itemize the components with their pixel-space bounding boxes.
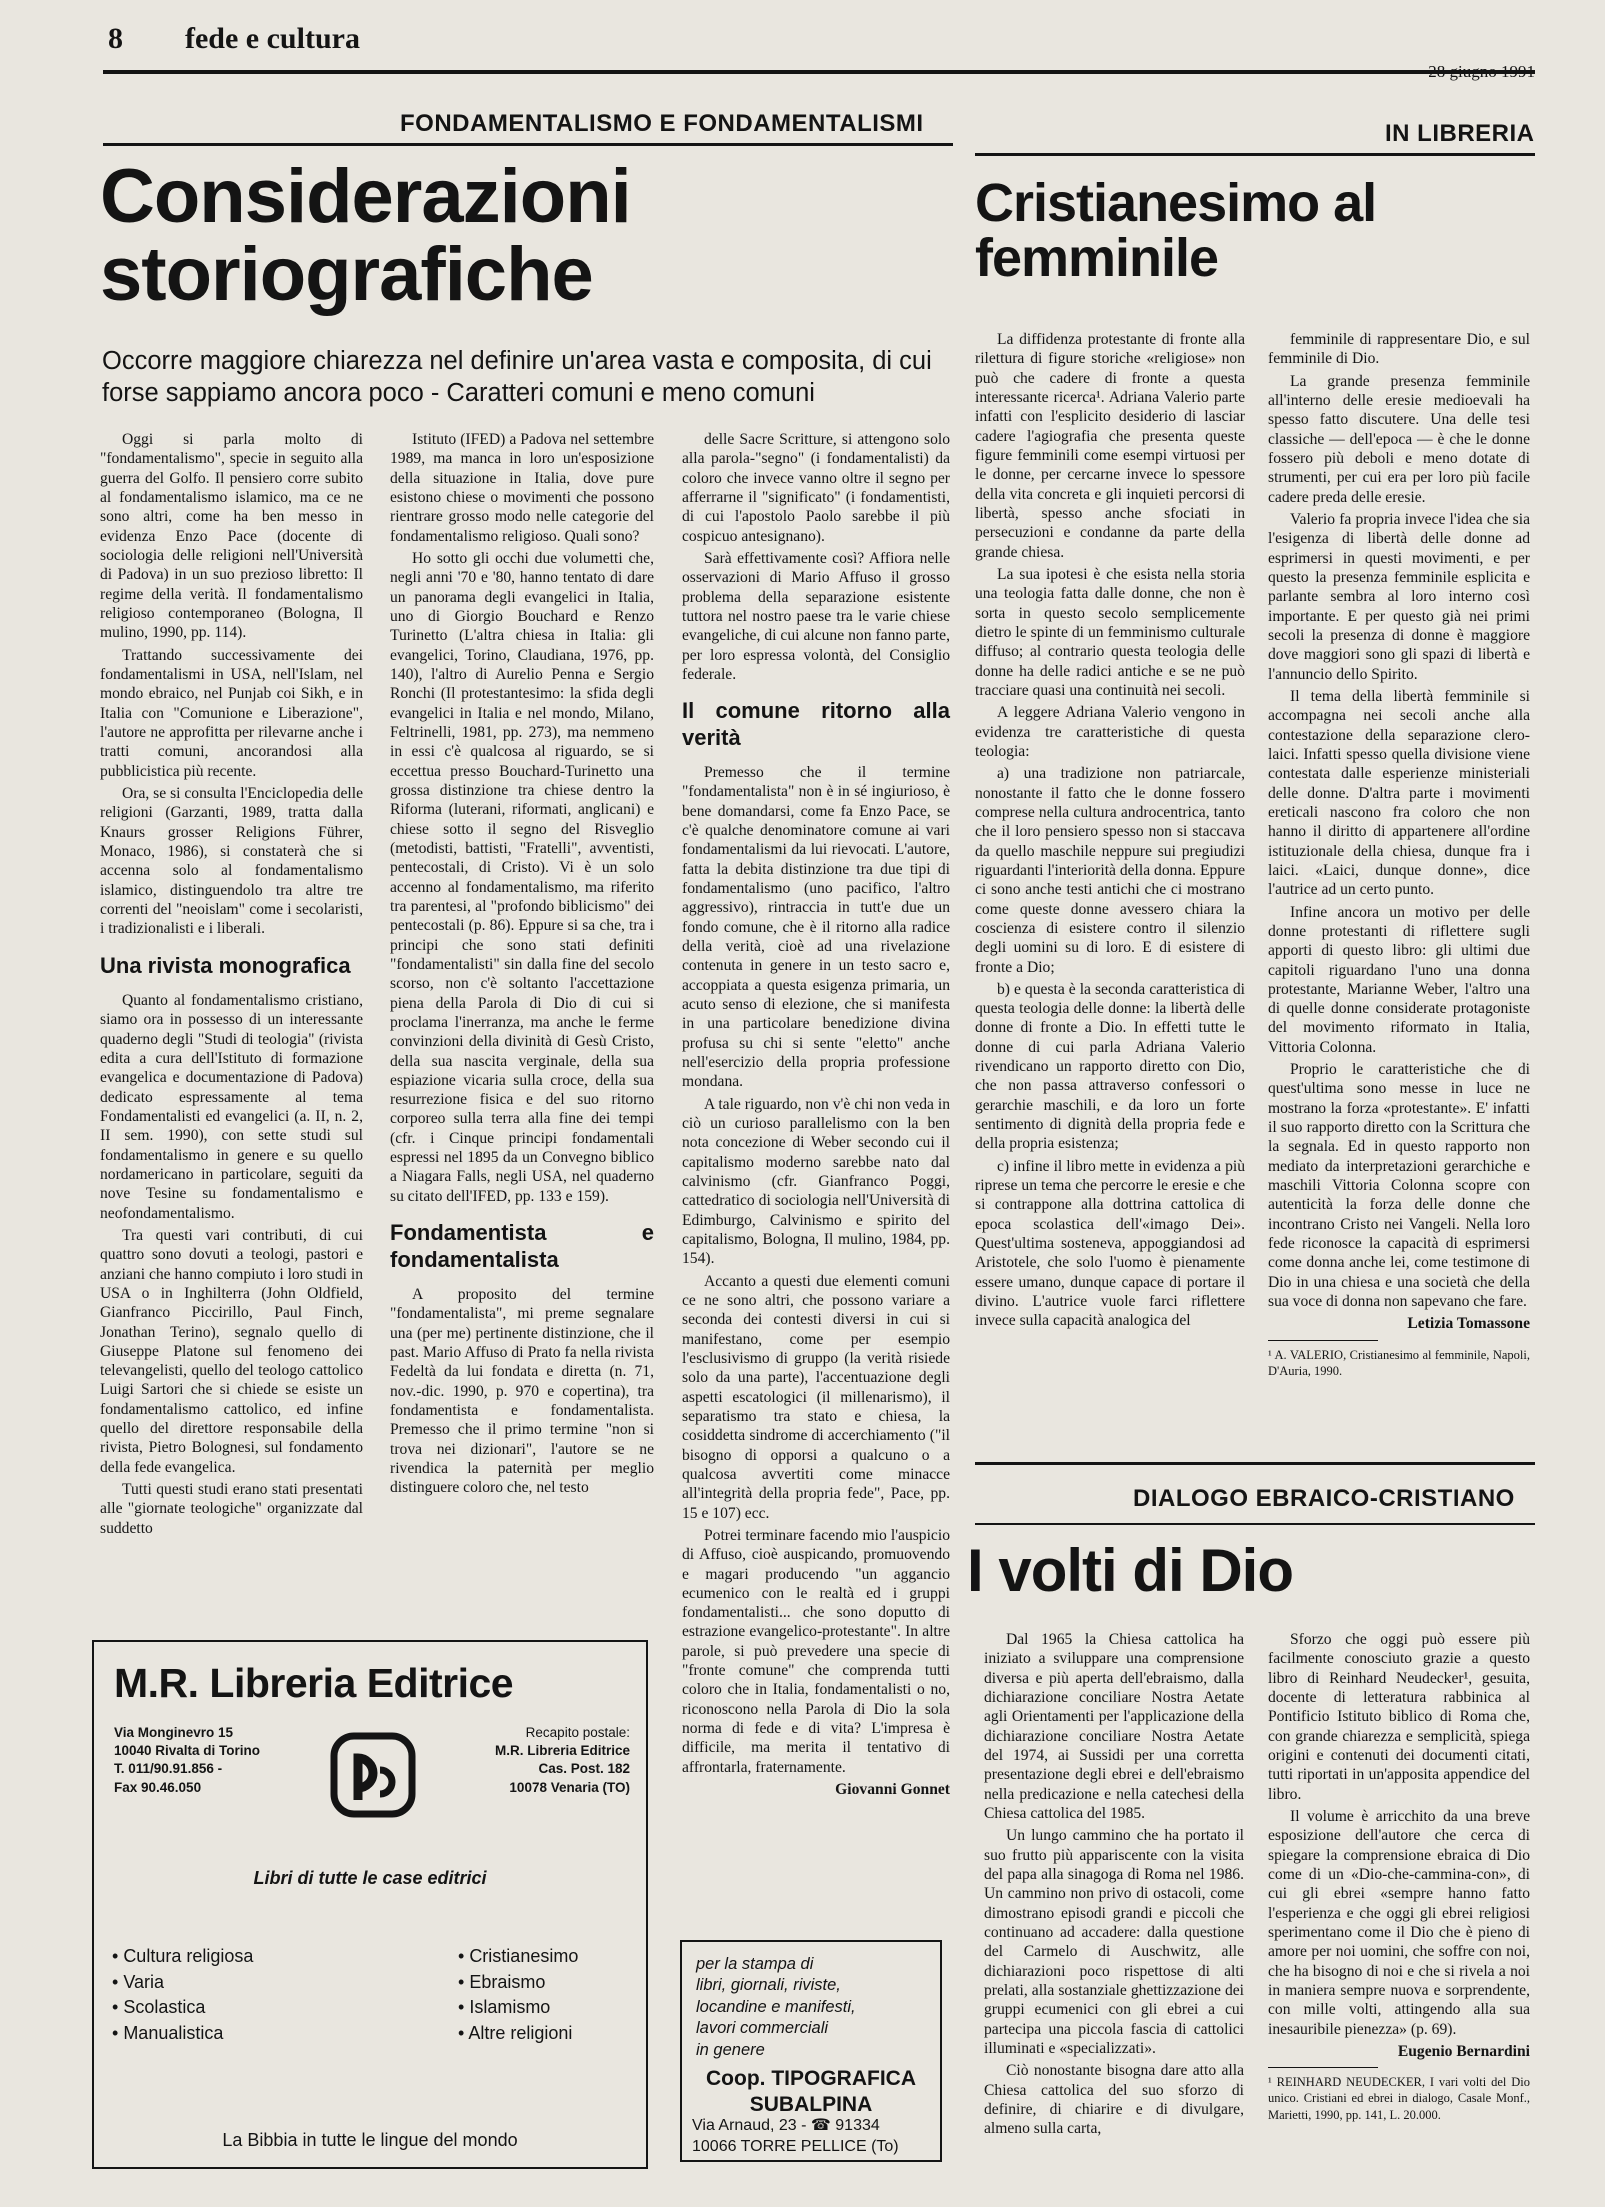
address-line: T. 011/90.91.856 -	[114, 1761, 223, 1777]
postal-label: Recapito postale:	[525, 1725, 630, 1740]
top-rule	[103, 70, 1535, 74]
footnote-rule	[1268, 1340, 1378, 1341]
paragraph: Un lungo cammino che ha portato il suo frutto più appariscente con la visita del papa alla sinagoga di Roma nel 1986. Un cammino non privo di ostacoli, come dimostrano episodi grandi e piccoli che continuano ad accadere: dalla questione del Carmelo di Auschwitz, alle dichiarazioni poco rispettose di alti prelati, alla sostanziale ghettizzazione dei gruppi ecumenici con gli ebrei a cui partecipa una piccola fascia di cattolici illuminati e «specializzati».	[984, 1827, 1244, 2057]
article2-kicker: IN LIBRERIA	[1385, 120, 1535, 147]
list-item: • Islamismo	[458, 1995, 578, 2021]
postal-line: 10078 Venaria (TO)	[509, 1779, 630, 1795]
article3-column-1	[984, 1630, 1244, 2142]
paragraph: Ora, se si consulta l'Enciclopedia delle religioni (Garzanti, 1989, tratta dalla Knaurs grosser Religions Führer, Monaco, 1986), si constaterà che si accenna solo al fondamentalismo islamico, distinguendolo tra altre tre correnti del "neoislam" come i secolaristi, i tradizionalisti e i liberali.	[100, 784, 363, 938]
article1-column-3	[682, 430, 950, 1802]
paragraph: delle Sacre Scritture, si attengono solo alla parola-"segno" (i fondamentalisti) da coloro che invece vanno oltre il segno per afferrarne il "significato" (i fondamentisti, di cui l'apostolo Paolo sarebbe il più cospicuo antesignano).	[682, 431, 950, 545]
bookshop-advertisement	[92, 1640, 648, 2169]
ad2-line: per la stampa di	[696, 1955, 814, 1973]
postal-line: M.R. Libreria Editrice	[494, 1743, 630, 1759]
article3-rule-2	[975, 1523, 1535, 1525]
subheading: Il comune ritorno alla verità	[682, 698, 950, 750]
paragraph: Il volume è arricchito da una breve esposizione dell'autore che cerca di spiegare la comprensione ebraica di Dio come di un «Dio-che-cammina-con», di cui gli ebrei «sempre hanno fatto l'esperienza e che oggi gli ebrei religiosi sperimentano come il Dio che è pieno di amore per noi uomini, che soffre con noi, che ha bisogno di noi e che si rivela a noi in maniera sempre nuova e sorprendente, con mille volti, attingendo alla sua inesauribile pienezza» (p. 69).	[1268, 1807, 1530, 2038]
ad-address	[114, 1724, 260, 1797]
paragraph: Istituto (IFED) a Padova nel settembre 1989, ma manca in loro un'esposizione della situazione in Italia, dove pure esistono chiese o movimenti che possono rientrare grosso modo nelle categorie del fondamentalismo religioso. Quali sono?	[390, 431, 654, 545]
paragraph: Ho sotto gli occhi due volumetti che, negli anni '70 e '80, hanno tentato di dare un panorama degli evangelici in Italia, uno di Giorgio Bouchard e Renzo Turinetto (L'altra chiesa in Italia: gli evangelici, Torino, Claudiana, 1976, pp. 140), l'altro di Aurelio Penna e Sergio Ronchi (Il protestantesimo: la sfida degli evangelici in Italia e nel mondo, Milano, Feltrinelli, 1981, pp. 273), ma nemmeno in essi c'è qualcosa al riguardo, se si eccettua presso Bouchard-Turinetto una grossa distinzione tra chiese dentro la Riforma (luterani, riformati, anglicani) e chiese sotto il segno del Risveglio (metodisti, battisti, "Fratelli", avventisti, pentecostali, di Cristo). Vi è un solo accenno al fondamentalismo, ma riferito tra parentesi, al "profondo biblicismo" dei pentecostali (p. 86). Eppure si sa che, tra i principi che sono stati definiti "fondamentalisti" sin dalla fine del secolo scorso, non c'è soltanto l'accettazione piena della Parola di Dio di cui si proclama l'inerranza, ma anche le ferme convinzioni della divinità di Gesù Cristo, della sua nascita verginale, della sua espiazione vicaria sulla croce, della sua resurrezione fisica e del suo ritorno corporeo sulla terra alla fine dei tempi (cfr. i Cinque principi fondamentali espressi nel 1895 da un Convegno biblico a Niagara Falls, negli USA, nel quaderno su citato dell'IFED, pp. 133 e 159).	[390, 549, 654, 1205]
paragraph: Sforzo che oggi può essere più facilmente conosciuto grazie a questo libro di Reinhard Neudecker¹, gesuita, docente di letteratura rabbinica al Pontificio Istituto biblico di Roma che, con grande chiarezza e semplicità, spiega origini e contenuti dei documenti citati, tutti riportati in un'apposita appendice del libro.	[1268, 1631, 1530, 1803]
article2-rule	[975, 153, 1535, 156]
footnote: ¹ REINHARD NEUDECKER, I vari volti del Dio unico. Cristiani ed ebrei in dialogo, Casale Monf., Marietti, 1990, pp. 141, L. 20.000.	[1268, 2075, 1530, 2122]
article3-column-2	[1268, 1630, 1530, 2123]
company-line: Coop. TIPOGRAFICA	[706, 2067, 916, 2090]
article1-title: Considerazioni storiografiche	[100, 154, 631, 317]
mr-logo-icon	[330, 1732, 416, 1818]
ad2-line: locandine e manifesti,	[696, 1997, 856, 2016]
list-item: • Cultura religiosa	[112, 1944, 253, 1970]
footnote: ¹ A. VALERIO, Cristianesimo al femminile, Napoli, D'Auria, 1990.	[1268, 1347, 1530, 1378]
paragraph: A tale riguardo, non v'è chi non veda in ciò un curioso parallelismo con la ben nota concezione di Weber secondo cui il capitalismo moderno sarebbe nato dal calvinismo (cfr. Gianfranco Poggi, cattedratico di sociologia nell'Università di Edimburgo, Calvinismo e spirito del capitalismo, Bologna, Il mulino, 1984, pp. 154).	[682, 1095, 950, 1268]
ad-brand-name: M.R. Libreria Editrice	[114, 1660, 514, 1706]
subheading: Fondamentista e fondamentalista	[390, 1220, 654, 1272]
article1-column-1	[100, 430, 363, 1541]
printer-advertisement	[680, 1940, 942, 2162]
ad2-text	[696, 1954, 856, 2061]
list-item: • Ebraismo	[458, 1970, 578, 1996]
page-number: 8	[108, 22, 123, 55]
paragraph: Il tema della libertà femminile si accompagna nei secoli anche alla contestazione della separazione clero-laici. Infatti spesso quella divisione viene contestata dalle esperienze ministeriali delle donne. D'altra parte i movimenti ereticali nascono fra coloro che non hanno il diritto di appartenere all'ordine istituzionale della chiesa, dunque fra i laici. «Laici, dunque donne», dice l'autrice ad un certo punto.	[1268, 687, 1530, 899]
paragraph: a) una tradizione non patriarcale, nonostante il fatto che le donne fossero comprese nella cultura androcentrica, tanto che il loro pensiero spesso non si staccava da quello maschile neppure sui pregiudizi riguardanti l'interiorità della donna. Eppure ci sono anche testi antichi che ci mostrano come queste donne avessero chiara la coscienza di esistere contro il silenzio degli uomini su di loro. E di esistere di fronte a Dio;	[975, 765, 1245, 976]
paragraph: Ciò nonostante bisogna dare atto alla Chiesa cattolica del suo sforzo di definire, di chiarire e di divulgare, almeno sulla carta,	[984, 2062, 1244, 2138]
article3-kicker: DIALOGO EBRAICO-CRISTIANO	[1133, 1485, 1515, 1512]
paragraph: Premesso che il termine "fondamentalista" non è in sé ingiurioso, è bene domandarsi, come fa Enzo Pace, se c'è qualche denominatore comune ai vari fondamentalismi da lui rievocati. L'autore, fatta la debita distinzione tra due tipi di fondamentalismo (uno pacifico, l'altro aggressivo), rintraccia in tutt'e due un fondo comune, che è il ritorno alla radice della verità, cioè ad una rivelazione contenuta in genere in un testo sacro e, accoppiata a questa esigenza primaria, un acuto senso di elezione, che si manifesta in una particolare benedizione divina profusa su chi si sente "eletto" anche nell'esercizio della propria professione mondana.	[682, 764, 950, 1091]
paragraph: Tra questi vari contributi, di cui quattro sono dovuti a teologi, pastori e anziani che hanno compiuto i loro studi in USA o in Inghilterra (John Oldfield, Gianfranco Piccirillo, Paul Finch, Jonathan Terino), segnalo quello di Giuseppe Platone sul fenomeno dei televangelisti, quello del teologo cattolico Luigi Sartori che si chiede se esiste un fondamentalismo cattolico, ed infine quello del direttore responsabile della rivista, Pietro Bolognesi, sul fondamento della fede evangelica.	[100, 1226, 363, 1476]
paragraph: Potrei terminare facendo mio l'auspicio di Affuso, cioè auspicando, promuovendo e magari producendo "un aggancio ecumenico con le realtà ed i gruppi fondamentalisti... che sono doputto di estrazione evangelico-protestante". In altre parole, si può prevedere una specie di "fronte comune" che comprenda tutti coloro che in Italia, fondamentalisti o no, riconoscono nella Parola di Dio la sola norma di fede e di vita? L'impresa è difficile, ma merita il tentativo di affrontarla, fraternamente.	[682, 1526, 950, 1776]
signature: Eugenio Bernardini	[1397, 2042, 1530, 2060]
ad-postal-address	[495, 1724, 630, 1797]
article3-title: I volti di Dio	[967, 1537, 1293, 1604]
paragraph: Accanto a questi due elementi comuni ce ne sono altri, che possono variare a seconda dei contesti diversi in cui si manifestano, come per esempio l'esclusivismo di gruppo (la verità risiede solo da una parte), l'accentuazione degli aspetti escatologici (il millenarismo), il separatismo tra stato e chiesa, la cosiddetta sindrome di accerchiamento ("il bisogno di opporsi a qualcuno o a qualcosa avvertiti come minacce all'integrità della propria fede", Pace, pp. 15 e 107) ecc.	[682, 1272, 950, 1522]
ad-tagline: Libri di tutte le case editrici	[253, 1868, 487, 1888]
article3-rule	[975, 1462, 1535, 1465]
paragraph: femminile di rappresentare Dio, e sul femminile di Dio.	[1268, 331, 1530, 368]
article2-title: Cristianesimo al femminile	[975, 173, 1377, 289]
address-line: Fax 90.46.050	[114, 1779, 202, 1795]
address-line: 10066 TORRE PELLICE (To)	[692, 2137, 899, 2155]
article1-column-2	[390, 430, 654, 1501]
section-title: fede e cultura	[185, 22, 360, 55]
address-line: Via Arnaud, 23 - ☎ 91334	[692, 2117, 880, 2134]
ad2-line: in genere	[696, 2040, 765, 2059]
paragraph: Sarà effettivamente così? Affiora nelle osservazioni di Mario Affuso il grosso problema della separazione esistente tuttora nel nostro paese tra le varie chiese evangeliche, di cui alcune non fanno parte, per loro espressa volontà, del Consiglio federale.	[682, 549, 950, 683]
paragraph: Trattando successivamente dei fondamentalismi in USA, nell'Islam, nel mondo ebraico, nel Punjab coi Sikh, e in Italia con "Comunione e Liberazione", l'autore ne approfitta per rilevarne anche i tratti comuni, ancorandosi alla pubblicistica più recente.	[100, 646, 363, 780]
paragraph: Dal 1965 la Chiesa cattolica ha iniziato a sviluppare una comprensione diversa e più aperta dell'ebraismo, dalla dichiarazione conciliare Nostra Aetate agli Orientamenti per l'applicazione della dichiarazione conciliare Nostra Aetate del 1974, ai Sussidi per una corretta presentazione degli ebrei e dell'ebraismo nella predicazione e nella catechesi della Chiesa cattolica del 1985.	[984, 1631, 1244, 1822]
address-line: 10040 Rivalta di Torino	[114, 1743, 261, 1759]
article2-column-2	[1268, 330, 1530, 1379]
list-item: • Scolastica	[112, 1995, 253, 2021]
signature: Letizia Tomassone	[1407, 1315, 1530, 1333]
signature: Giovanni Gonnet	[835, 1781, 950, 1799]
paragraph: La sua ipotesi è che esista nella storia una teologia fatta dalle donne, che non è sorta in questo secolo semplicemente dietro le spinte di un femminismo culturale diffuso; al contrario questa teologia delle donne ha delle radici antiche e se ne può tracciare quasi una continuità nei secoli.	[975, 565, 1245, 699]
paragraph: Tutti questi studi erano stati presentati alle "giornate teologiche" organizzate dal suddetto	[100, 1481, 363, 1537]
footnote-rule	[1268, 2067, 1378, 2068]
ad-footer: La Bibbia in tutte le lingue del mondo	[222, 2130, 518, 2150]
ad-category-list	[112, 1944, 253, 2046]
paragraph: La grande presenza femminile all'interno delle eresie medioevali ha spesso fatto discutere. Una delle tesi classiche — dell'epoca — è che le donne fossero più deboli e meno dotate di strumenti, per cui era per loro più facile cadere preda delle eresie.	[1268, 372, 1530, 506]
paragraph: b) e questa è la seconda caratteristica di questa teologia delle donne: la libertà delle donne di fronte a Dio. In effetti tutte le donne di cui parla Adriana Valerio rivendicano un rapporto diretto con Dio, che non passa attraverso confessori o gerarchie maschili, e da loro un forte sentimento di dignità della propria fede e della propria esistenza;	[975, 980, 1245, 1153]
article2-column-1	[975, 330, 1245, 1334]
ad2-line: lavori commerciali	[696, 2019, 829, 2038]
paragraph: Valerio fa propria invece l'idea che sia l'esigenza di libertà delle donne ad esprimersi in questi movimenti, e per questo la presenza femminile esplicita e parlante sembra al loro interno così importante. E per questo già nei primi secoli la presenza di donne è maggiore dove maggiori sono gli spazi di libertà e l'annuncio dello Spirito.	[1268, 510, 1530, 683]
postal-line: Cas. Post. 182	[538, 1761, 630, 1777]
paragraph: Infine ancora un motivo per delle donne protestanti di riflettere sugli apporti di questo libro: gli ultimi due capitoli riguardano l'uno una donna protestante, Marianne Weber, l'altro una di quelle donne considerate protagoniste del movimento riformato in Italia, Vittoria Colonna.	[1268, 903, 1530, 1056]
article1-deck: Occorre maggiore chiarezza nel definire un'area vasta e composita, di cui forse sappiamo ancora poco - Caratteri comuni e meno comuni	[102, 347, 932, 407]
paragraph: c) infine il libro mette in evidenza a più riprese un tema che percorre le eresie e che si contrappone alla dottrina cattolica di epoca scolastica dell'«imago Dei». Quest'ultima sosteneva, appoggiandosi ad Aristotele, che solo l'uomo è pienamente essere umano, dunque capace di portare il divino. L'autrice vuole farci riflettere invece sulla capacità analogica del	[975, 1157, 1245, 1330]
list-item: • Manualistica	[112, 2021, 253, 2047]
ad2-line: libri, giornali, riviste,	[696, 1976, 841, 1995]
ad2-address	[692, 2116, 899, 2158]
paragraph: Oggi si parla molto di "fondamentalismo", specie in seguito alla guerra del Golfo. Il pensiero corre subito al fondamentalismo islamico, ma ce ne sono altri, come ha ben messo in evidenza Enzo Pace (docente di sociologia delle religioni nell'Università di Padova) in un suo prezioso libretto: Il regime della verità. Il fondamentalismo religioso contemporaneo (Bologna, Il mulino, 1990, pp. 114).	[100, 431, 363, 642]
list-item: • Varia	[112, 1970, 253, 1996]
article1-rule	[103, 143, 953, 146]
list-item: • Altre religioni	[458, 2021, 578, 2047]
ad2-company-name	[682, 2066, 940, 2119]
article1-kicker: FONDAMENTALISMO E FONDAMENTALISMI	[400, 110, 924, 137]
paragraph: Quanto al fondamentalismo cristiano, siamo ora in possesso di un interessante quaderno degli "Studi di teologia" (rivista edita a cura dell'Istituto di formazione evangelica e documentazione di Padova) dedicato espressamente al tema Fondamentalisti ed evangelici (a. II, n. 2, II sem. 1990), con sette studi sul fondamentalismo in genere e su quello nordamericano in particolare, seguiti da nove Tesine su fondamentalismo e neofondamentalismo.	[100, 991, 363, 1222]
list-item: • Cristianesimo	[458, 1944, 578, 1970]
subheading: Una rivista monografica	[100, 952, 351, 978]
ad-category-list	[458, 1944, 578, 2046]
paragraph: A proposito del termine "fondamentalista", mi preme segnalare una (per me) pertinente distinzione, che il past. Mario Affuso di Prato fa nella rivista Fedeltà da lui fondata e diretta (n. 71, nov.-dic. 1990, p. 970 e copertina), tra fondamentista e fondamentalista. Premesso che il primo termine "non si trova nei dizionari", l'autore se ne rivendica la paternità per meglio distinguere coloro che, nel testo	[390, 1285, 654, 1497]
address-line: Via Monginevro 15	[114, 1725, 234, 1740]
paragraph: A leggere Adriana Valerio vengono in evidenza tre caratteristiche di questa teologia:	[975, 704, 1245, 760]
company-line: SUBALPINA	[749, 2093, 873, 2117]
paragraph: La diffidenza protestante di fronte alla rilettura di figure storiche «religiose» non può che cadere di fronte a questa interessante ricerca¹. Adriana Valerio parte infatti con l'esplicito desiderio di lasciar cadere l'agiografia che presenta queste figure femminili come esempi virtuosi per le donne, per cercarne invece lo spessore della vita concreta e gli inquieti percorsi di libertà, spesso anche sfociati in persecuzioni e condanne da parte della grande chiesa.	[975, 331, 1245, 561]
paragraph: Proprio le caratteristiche che di quest'ultima sono messe in luce ne mostrano la forza «protestante». E' infatti il suo rapporto diretto con la Scrittura che la segnala. Ed in questo rapporto non mediato da interpretazioni gerarchiche e maschili Vittoria Colonna scopre con autenticità la forza delle donne che incontrano Cristo nei Vangeli. Nella loro fede riconosce la capacità di esprimersi come donna anche lei, come testimone di Dio in una chiesa e una società che della sua voce di donna non sapevano che fare.	[1268, 1061, 1530, 1311]
